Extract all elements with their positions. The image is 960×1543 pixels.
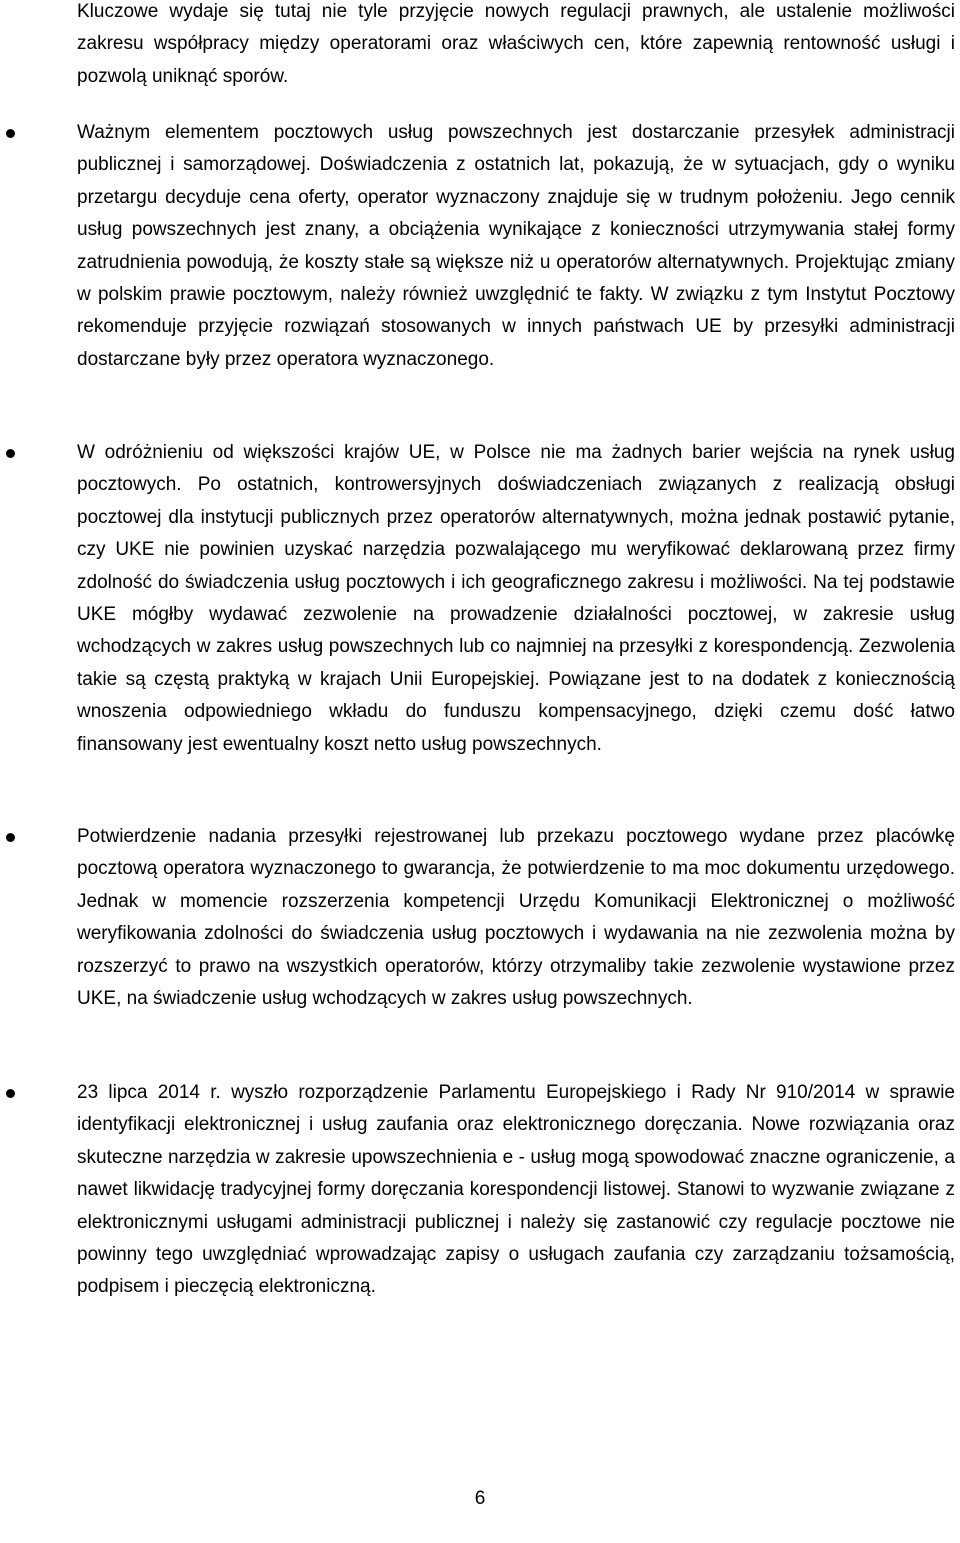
bullet-paragraph-1: Ważnym elementem pocztowych usług powszechnych jest dostarczanie przesyłek administracji publicznej i samorządowej. Doświadczenia z ostatnich lat, pokazują, że w sytuacjach, gdy o wyniku przetargu decyduje cena oferty, operator wyznaczony znajduje się w trudnym położeniu. Jego cennik usług powszechnych jest znany, a obciążenia wynikające z konieczności utrzymywania stałej formy zatrudnienia powodują, że koszty stałe są większe niż u operatorów alternatywnych. Projektując zmiany w polskim prawie pocztowym, należy również uwzględnić te fakty. W związku z tym Instytut Pocztowy rekomenduje przyjęcie rozwiązań stosowanych w innych państwach UE by przesyłki administracji dostarczane były przez operatora wyznaczonego. [77, 122, 955, 370]
bullet-paragraph-3: Potwierdzenie nadania przesyłki rejestrowanej lub przekazu pocztowego wydane przez placówkę pocztową operatora wyznaczonego to gwarancja, że potwierdzenie to ma moc dokumentu urzędowego. Jednak w momencie rozszerzenia kompetencji Urzędu Komunikacji Elektronicznej o możliwość weryfikowania zdolności do świadczenia usług pocztowych i wydawania na nie zezwolenia można by rozszerzyć to prawo na wszystkich operatorów, którzy otrzymaliby takie zezwolenie wystawione przez UKE, na świadczenie usług wchodzących w zakres usług powszechnych. [77, 826, 955, 1010]
bullet-icon [6, 833, 15, 842]
page-number: 6 [474, 1488, 486, 1509]
bullet-icon [6, 1089, 15, 1098]
bullet-icon [6, 129, 15, 138]
bullet-icon [6, 449, 15, 458]
bullet-paragraph-4: 23 lipca 2014 r. wyszło rozporządzenie Parlamentu Europejskiego i Rady Nr 910/2014 w sprawie identyfikacji elektronicznej i usług zaufania oraz elektronicznego doręczania. Nowe rozwiązania oraz skuteczne narzędzia w zakresie upowszechnienia e - usług mogą spowodować znaczne ograniczenie, a nawet likwidację tradycyjnej formy doręczania korespondencji listowej. Stanowi to wyzwanie związane z elektronicznymi usługami administracji publicznej i należy się zastanowić czy regulacje pocztowe nie powinny tego uwzględniać wprowadzając zapisy o usługach zaufania czy zarządzaniu tożsamością, podpisem i pieczęcią elektroniczną. [77, 1082, 955, 1298]
bullet-paragraph-2: W odróżnieniu od większości krajów UE, w Polsce nie ma żadnych barier wejścia na rynek usług pocztowych. Po ostatnich, kontrowersyjnych doświadczeniach związanych z realizacją obsługi pocztowej dla instytucji publicznych przez operatorów alternatywnych, można jednak postawić pytanie, czy UKE nie powinien uzyskać narzędzia pozwalającego mu weryfikować deklarowaną przez firmy zdolność do świadczenia usług pocztowych i ich geograficznego zakresu i możliwości. Na tej podstawie UKE mógłby wydawać zezwolenie na prowadzenie działalności pocztowej, w zakresie usług wchodzących w zakres usług powszechnych lub co najmniej na przesyłki z korespondencją. Zezwolenia takie są częstą praktyką w krajach Unii Europejskiej. Powiązane jest to na dodatek z koniecznością wnoszenia odpowiedniego wkładu do funduszu kompensacyjnego, dzięki czemu dość łatwo finansowany jest ewentualny koszt netto usług powszechnych. [77, 442, 955, 755]
intro-paragraph: Kluczowe wydaje się tutaj nie tyle przyjęcie nowych regulacji prawnych, ale ustalenie możliwości zakresu współpracy między operatorami oraz właściwych cen, które zapewnią rentowność usługi i pozwolą uniknąć sporów. [77, 1, 955, 87]
